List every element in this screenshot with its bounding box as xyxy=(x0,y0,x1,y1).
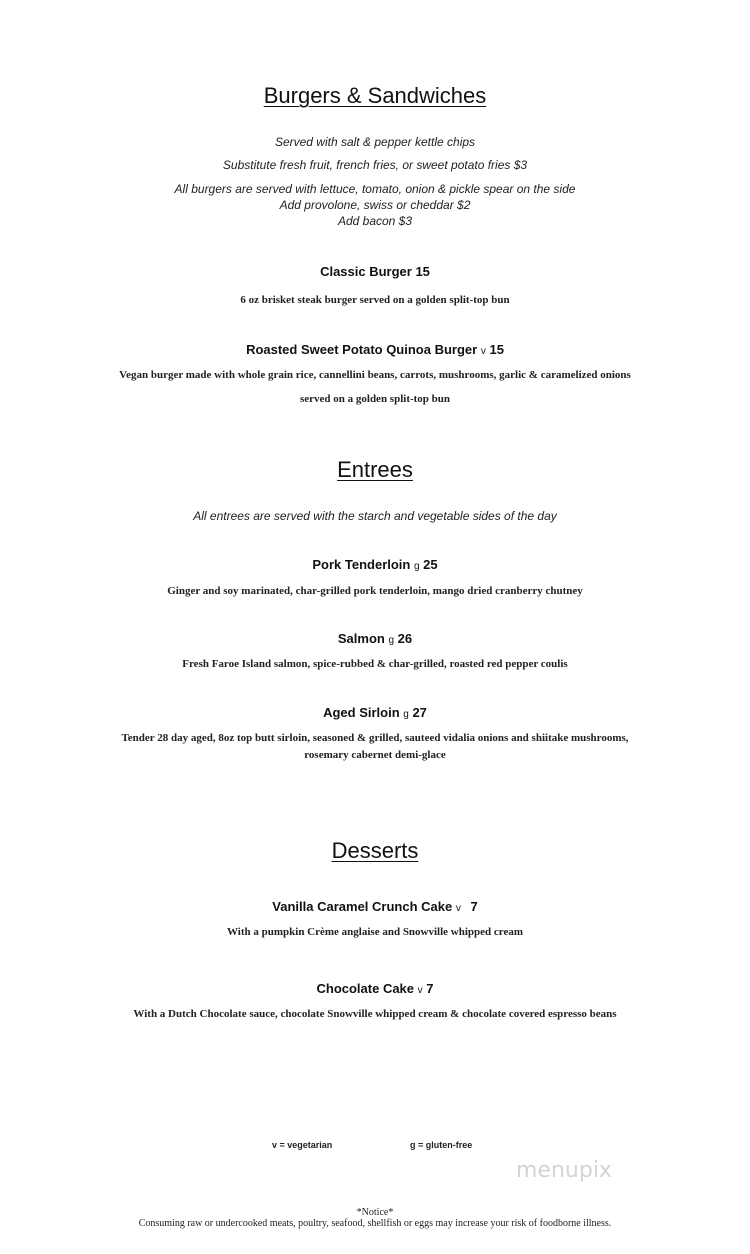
menu-item-price: 7 xyxy=(470,899,478,914)
menu-item-price: 27 xyxy=(412,705,427,720)
dietary-tag: g xyxy=(403,709,409,720)
menu-item-name xyxy=(0,631,750,646)
menu-item-title: Pork Tenderloin xyxy=(312,557,411,572)
dietary-tag: g xyxy=(388,635,395,646)
entrees-heading: Entrees xyxy=(337,457,413,482)
menu-item-description: With a pumpkin Crème anglaise and Snowville whipped cream xyxy=(226,926,524,938)
burgers-heading: Burgers & Sandwiches xyxy=(263,83,487,108)
menu-item-description: Vegan burger made with whole grain rice, cannellini beans, carrots, mushrooms, garlic & caramelized onions xyxy=(119,369,631,381)
menu-item-description: Tender 28 day aged, 8oz top butt sirloin, seasoned & grilled, sauteed vidalia onions and shiitake mushrooms, xyxy=(121,732,629,744)
menu-item-title: Vanilla Caramel Crunch Cake xyxy=(272,899,453,914)
menu-item-name xyxy=(0,899,750,914)
dietary-tag: v xyxy=(417,985,423,996)
menu-item-description: 6 oz brisket steak burger served on a golden split-top bun xyxy=(240,294,510,306)
menu-item-price: 26 xyxy=(397,631,413,646)
dietary-tag: g xyxy=(413,561,420,572)
burgers-note: Add provolone, swiss or cheddar $2 xyxy=(279,198,471,212)
burgers-note: Served with salt & pepper kettle chips xyxy=(274,135,476,149)
menu-item-title: Aged Sirloin xyxy=(323,705,400,720)
menu-item-price: 7 xyxy=(426,981,434,996)
entrees-note: All entrees are served with the starch and vegetable sides of the day xyxy=(193,509,557,523)
menu-item-title: Chocolate Cake xyxy=(316,981,415,996)
menupix-watermark: menupix xyxy=(516,1158,612,1183)
menu-item-name xyxy=(0,705,750,720)
menu-item-description: served on a golden split-top bun xyxy=(299,393,451,405)
menu-item-price: 15 xyxy=(489,342,504,357)
menu-item-title: Salmon xyxy=(337,631,385,646)
menu-item-name xyxy=(0,342,750,357)
burgers-note: All burgers are served with lettuce, tomato, onion & pickle spear on the side xyxy=(174,182,576,196)
notice-text: Consuming raw or undercooked meats, poultry, seafood, shellfish or eggs may increase your risk of foodborne illness. xyxy=(138,1218,612,1229)
legend-vegetarian: v = vegetarian xyxy=(272,1140,333,1150)
burgers-note: Add bacon $3 xyxy=(337,214,413,228)
dietary-tag: v xyxy=(455,903,461,914)
desserts-heading: Desserts xyxy=(331,838,419,863)
menu-item-price: 25 xyxy=(423,557,438,572)
menu-item-description: rosemary cabernet demi-glace xyxy=(304,749,446,761)
menu-item-name xyxy=(0,557,750,572)
menu-item-name: Classic Burger 15 xyxy=(320,264,430,279)
menu-item-name xyxy=(0,981,750,996)
menu-item-description: Ginger and soy marinated, char-grilled pork tenderloin, mango dried cranberry chutney xyxy=(167,585,583,597)
menu-item-title: Roasted Sweet Potato Quinoa Burger xyxy=(246,342,478,357)
burgers-note: Substitute fresh fruit, french fries, or sweet potato fries $3 xyxy=(222,158,528,172)
notice-title: *Notice* xyxy=(356,1207,394,1218)
menu-item-description: Fresh Faroe Island salmon, spice-rubbed & char-grilled, roasted red pepper coulis xyxy=(182,658,568,670)
menu-item-description: With a Dutch Chocolate sauce, chocolate Snowville whipped cream & chocolate covered espresso beans xyxy=(133,1008,617,1020)
dietary-tag: v xyxy=(480,346,486,357)
legend-gluten-free: g = gluten-free xyxy=(410,1140,473,1150)
